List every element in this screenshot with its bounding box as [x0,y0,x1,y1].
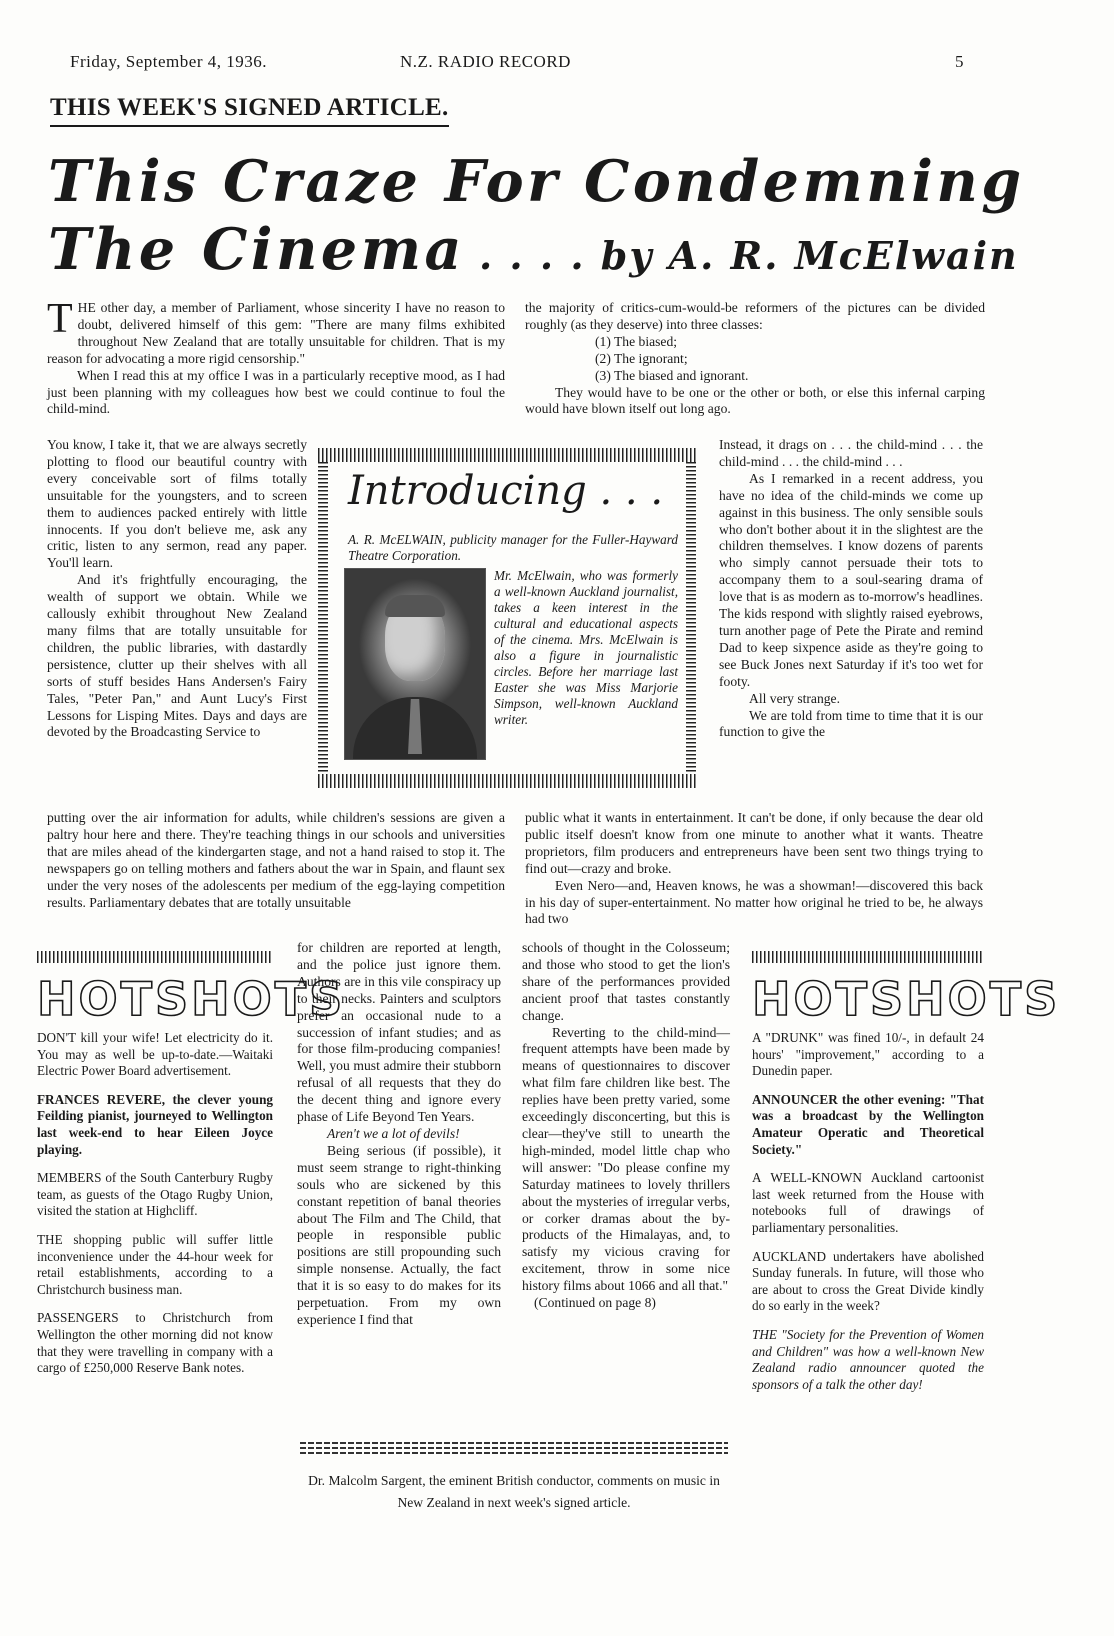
classes-intro: the majority of critics-cum-would-be reformers of the pictures can be divided roughly (as they deserve) into three classes: [525,300,985,332]
hotshots-left-rule [37,951,273,963]
article-col1-narrow [47,437,307,741]
hotshot-left-3: MEMBERS of the South Canterbury Rugby team, as guests of the Otago Rugby Union, visited the station at Highcliff. [37,1170,273,1219]
hotshot-left-4: THE shopping public will suffer little inconvenience under the 44-hour week for retail establishments, according to a Christchurch business man. [37,1231,273,1297]
headline-line-2 [48,216,1019,283]
article-col34-wide [525,810,983,928]
class-item-2: (2) The ignorant; [595,350,688,366]
box-border-bottom [318,774,696,788]
hotshot-right-5: THE "Society for the Prevention of Women and Children" was how a well-known New Zealand radio announcer quoted the sponsors of a talk the other day! [752,1326,984,1392]
article-col3b-p2: Reverting to the child-mind—frequent attempts have been made by means of questionnaires to discover what film fare children like best. The replies have been pretty varied, some exceedingly disconcerting, but this is clear—they've still to unearth the high-minded, model little chap who will answer: "Do please confine my Saturday matinees to lovely thrillers about the mysteries of irregular verbs, or corker dramas about the by-products of the Himalayas, and, to satisfy my vicious craving for excitement, throw in some nice history films about 1066 and all that." [522,1024,730,1294]
headline-cinema: The Cinema [48,216,465,283]
article-col4-p1: Instead, it drags on . . . the child-mind . . . the child-mind . . . the child-mind . . . [719,437,983,469]
page-number: 5 [955,52,964,71]
footer-rule-1 [300,1442,728,1444]
article-para-3: You know, I take it, that we are always secretly plotting to flood our beautiful country with every conceivable sort of films totally unsuitable for the youngsters, and to screen them to audiences packed entirely with little innocents. If you don't believe me, ask any critic, listen to any sermon, read any paper. You'll learn. [47,437,307,571]
hotshot-left-5: PASSENGERS to Christchurch from Wellington the other morning did not know that they were travelling in company with a cargo of £250,000 Reserve Bank notes. [37,1310,273,1376]
article-opening: HE other day, a member of Parliament, whose sincerity I have no reason to doubt, delivered himself of this gem: "There are many films exhibited throughout New Zealand that are totally unsuitable for children. That is my reason for advocating a more rigid censorship." [47,300,505,366]
hotshot-right-1: A "DRUNK" was fined 10/-, in default 24 hours' "improvement," according to a Dunedin paper. [752,1030,984,1079]
portrait-hair [385,595,445,617]
article-col1-top [47,296,505,418]
section-title: THIS WEEK'S SIGNED ARTICLE. [50,94,449,127]
introducing-lead: A. R. McELWAIN, publicity manager for the Fuller-Hayward Theatre Corporation. [348,532,678,563]
introducing-body: Mr. McElwain, who was formerly a well-known Auckland journalist, takes a keen interest in the cultural and educational aspects of the cinema. Mrs. McElwain is also a figure in journalistic circles. Before her marriage last Easter she was Miss Marjorie Simpson, well-known Auckland writer. [494,568,678,727]
hotshot-right-3: A WELL-KNOWN Auckland cartoonist last week returned from the House with notebooks full of drawings of parliamentary personalities. [752,1170,984,1235]
article-col2-p3: Being serious (if possible), it must seem strange to right-thinking souls who are sickened by this constant repetition of banal theories about The Film and The Child, that people in responsible public positions are still propounding such simple nonsense. Actually, the fact that it is so easy to do makes for its perpetuation. From my own experience I find that [297,1142,501,1327]
hotshots-left-title: HOTSHOTS [37,972,346,1026]
next-week-note: Dr. Malcolm Sargent, the eminent British conductor, comments on music in New Zealand in next week's signed article. [308,1473,720,1510]
introducing-heading: Introducing . . . [348,468,664,514]
article-col3-lower [522,940,730,1312]
footer-rule-3 [300,1452,728,1454]
hotshot-left-2: FRANCES REVERE, the clever young Feilding pianist, journeyed to Wellington last week-end to hear Eileen Joyce playing. [37,1091,273,1157]
article-col2-p2: Aren't we a lot of devils! [327,1125,460,1141]
footer-rule-2 [300,1447,728,1449]
hotshots-right-title: HOTSHOTS [752,972,1061,1026]
article-col4-p2: As I remarked in a recent address, you have no idea of the child-minds we come up against in this business. The only sensible souls who don't bother about it in the slightest are the children themselves. I know dozens of parents who simply cannot persuade their tots to accompany them to a soul-searing drama of love that is as modern as to-morrow's headlines. The kids respond with slightly raised eyebrows, turn another page of Pete the Pirate and remind Dad to keep sixpence aside as they're going to see Buck Jones next Saturday if it's too wet for footy. [719,470,983,689]
article-col4-p4: We are told from time to time that it is our function to give the [719,707,983,740]
box-border-left [318,462,328,774]
box-border-right [686,462,696,774]
article-para-4: And it's frightfully encouraging, the wealth of support we obtain. While we callously exhibit throughout New Zealand many films that are totally unsuitable for children, the public libraries, with dastardly persistence, clutter up their shelves with all sorts of stuff besides Hans Andersen's Fairy Tales, "Peter Pan," and Aunt Lucy's First Lessons for Lisping Mites. Days and days are devoted by the Broadcasting Service to [47,572,307,740]
box-border-top [318,448,696,462]
continued-note: (Continued on page 8) [534,1295,656,1311]
article-para-5: putting over the air information for adults, while children's sessions are given a paltry hour here and there. They're teaching things in our schools and universities that are miles ahead of the kindergarten stage, and not a hand raised to stop it. The newspapers go on telling mothers and fathers about the war in Spain, and flaunt sex under the very noses of the adolescents per medium of the egg-laying competition results. Parliamentary debates that are totally unsuitable [47,810,505,910]
article-col1-wide [47,810,505,911]
article-col3-top [525,300,985,418]
classes-after: They would have to be one or the other or both, or else this infernal carping would have blown itself out long ago. [525,384,985,417]
article-col4-narrow [719,437,983,741]
introducing-box [318,448,696,788]
hotshot-left-1: DON'T kill your wife! Let electricity do it. You may as well be up-to-date.—Waitaki Electric Power Board advertisement. [37,1030,273,1079]
drop-cap: T [47,296,73,342]
portrait-photo [344,568,486,760]
article-col34-p1: public what it wants in entertainment. It can't be done, if only because the dear old public itself doesn't know from one minute to another what it wants. Theatre proprietors, film producers and entrepreneurs have been sent two things trying to find out—crazy and broke. [525,810,983,876]
headline-line-1: This Craze For Condemning [48,148,1025,215]
class-item-3: (3) The biased and ignorant. [595,367,749,383]
hotshots-right-items [752,1030,984,1405]
article-col3b-p1: schools of thought in the Colosseum; and those who stood to get the lion's share of the performances provided ancient proof that tastes constantly change. [522,940,730,1023]
publication-name: N.Z. RADIO RECORD [400,52,571,71]
article-para-2: When I read this at my office I was in a particularly receptive mood, as I had just been planning with my colleagues how best we could continue to foul the child-mind. [47,367,505,417]
headline-byline: . . . . by A. R. McElwain [478,233,1019,278]
article-col2-p1: for children are reported at length, and the police just ignore them. Authors are in this vile conspiracy up to their necks. Painters and sculptors prefer an occasional nude to a succession of infant studies; and as for those film-producing companies! Well, you must admire their stubborn refusal of all requests that they do the decent thing and ignore every phase of Life Beyond Ten Years. [297,940,501,1125]
issue-date: Friday, September 4, 1936. [70,52,267,71]
hotshots-right-rule [752,951,984,963]
class-item-1: (1) The biased; [595,333,678,349]
article-col34-p2: Even Nero—and, Heaven knows, he was a showman!—discovered this back in his day of super-entertainment. No matter how original he tried to be, he always had two [525,877,983,927]
hotshots-left-items [37,1030,273,1389]
article-col4-p3: All very strange. [749,690,840,706]
hotshot-right-4: AUCKLAND undertakers have abolished Sunday funerals. In future, will those who are about to cross the Great Divide kindly do so early in the week? [752,1248,984,1314]
hotshot-right-2: ANNOUNCER the other evening: "That was a broadcast by the Wellington Amateur Operatic and Theoretical Society." [752,1091,984,1157]
